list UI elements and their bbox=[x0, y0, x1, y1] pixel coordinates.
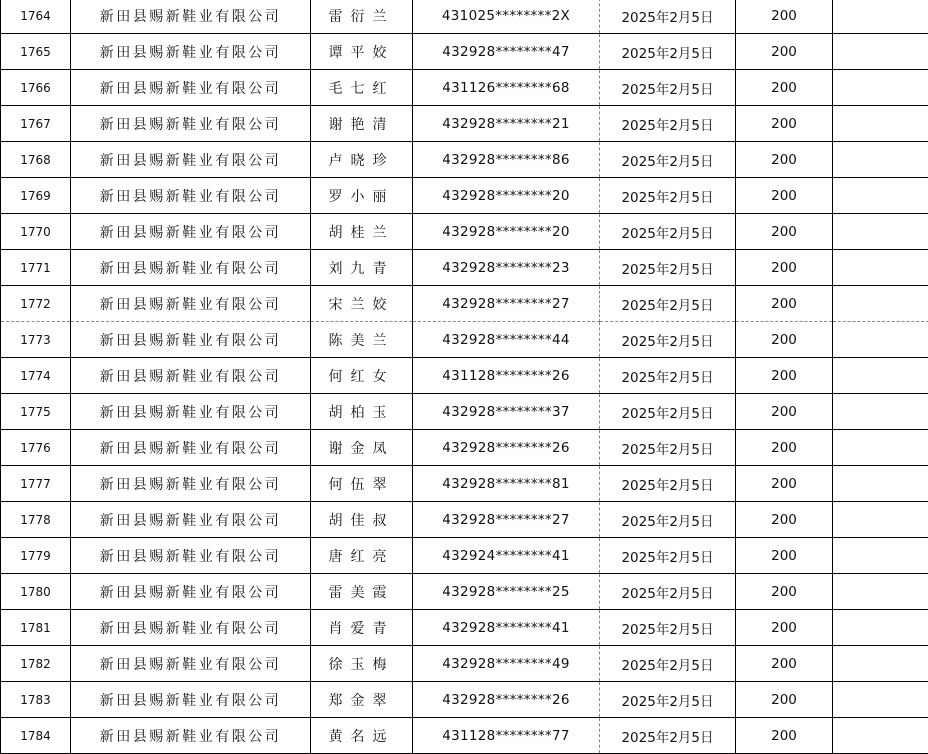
amount-cell[interactable]: 200 bbox=[736, 106, 833, 142]
amount-cell[interactable]: 200 bbox=[736, 610, 833, 646]
table-row bbox=[1, 70, 928, 106]
date-cell[interactable]: 2025年2月5日 bbox=[600, 0, 736, 34]
row-number-cell[interactable]: 1777 bbox=[1, 466, 71, 502]
row-number-cell[interactable]: 1772 bbox=[1, 286, 71, 322]
row-number-cell[interactable]: 1771 bbox=[1, 250, 71, 286]
company-cell[interactable]: 新田县赐新鞋业有限公司 bbox=[71, 358, 311, 394]
row-number-cell[interactable]: 1784 bbox=[1, 718, 71, 754]
date-cell[interactable]: 2025年2月5日 bbox=[600, 502, 736, 538]
amount-cell[interactable]: 200 bbox=[736, 502, 833, 538]
amount-cell[interactable]: 200 bbox=[736, 0, 833, 34]
name-cell[interactable]: 陈美兰 bbox=[311, 322, 413, 358]
id-number-cell[interactable]: 432928********44 bbox=[413, 322, 600, 358]
row-number-cell[interactable]: 1778 bbox=[1, 502, 71, 538]
empty-cell[interactable] bbox=[833, 322, 928, 358]
empty-cell[interactable] bbox=[833, 142, 928, 178]
empty-cell[interactable] bbox=[833, 358, 928, 394]
company-cell[interactable]: 新田县赐新鞋业有限公司 bbox=[71, 430, 311, 466]
company-cell[interactable]: 新田县赐新鞋业有限公司 bbox=[71, 178, 311, 214]
id-number-cell[interactable]: 432928********41 bbox=[413, 610, 600, 646]
company-cell[interactable]: 新田县赐新鞋业有限公司 bbox=[71, 214, 311, 250]
empty-cell[interactable] bbox=[833, 610, 928, 646]
name-cell[interactable]: 谢金凤 bbox=[311, 430, 413, 466]
name-cell[interactable]: 谢艳清 bbox=[311, 106, 413, 142]
row-number-cell[interactable]: 1765 bbox=[1, 34, 71, 70]
amount-cell[interactable]: 200 bbox=[736, 178, 833, 214]
empty-cell[interactable] bbox=[833, 70, 928, 106]
row-number-cell[interactable]: 1780 bbox=[1, 574, 71, 610]
name-cell[interactable]: 雷美霞 bbox=[311, 574, 413, 610]
name-cell[interactable]: 谭平姣 bbox=[311, 34, 413, 70]
row-number-cell[interactable]: 1768 bbox=[1, 142, 71, 178]
company-cell[interactable]: 新田县赐新鞋业有限公司 bbox=[71, 34, 311, 70]
table-row bbox=[1, 358, 928, 394]
name-cell[interactable]: 唐红亮 bbox=[311, 538, 413, 574]
company-cell[interactable]: 新田县赐新鞋业有限公司 bbox=[71, 502, 311, 538]
date-cell[interactable]: 2025年2月5日 bbox=[600, 718, 736, 754]
row-number-cell[interactable]: 1767 bbox=[1, 106, 71, 142]
empty-cell[interactable] bbox=[833, 430, 928, 466]
empty-cell[interactable] bbox=[833, 466, 928, 502]
date-cell[interactable]: 2025年2月5日 bbox=[600, 70, 736, 106]
table-row bbox=[1, 34, 928, 70]
company-cell[interactable]: 新田县赐新鞋业有限公司 bbox=[71, 142, 311, 178]
date-cell[interactable]: 2025年2月5日 bbox=[600, 214, 736, 250]
amount-cell[interactable]: 200 bbox=[736, 214, 833, 250]
id-number-cell[interactable]: 432928********26 bbox=[413, 682, 600, 718]
date-cell[interactable]: 2025年2月5日 bbox=[600, 106, 736, 142]
table-row bbox=[1, 322, 928, 358]
date-cell[interactable]: 2025年2月5日 bbox=[600, 286, 736, 322]
company-cell[interactable]: 新田县赐新鞋业有限公司 bbox=[71, 466, 311, 502]
row-number-cell[interactable]: 1769 bbox=[1, 178, 71, 214]
date-cell[interactable]: 2025年2月5日 bbox=[600, 430, 736, 466]
id-number-cell[interactable]: 431126********68 bbox=[413, 70, 600, 106]
table-row bbox=[1, 394, 928, 430]
id-number-cell[interactable]: 431128********26 bbox=[413, 358, 600, 394]
row-number-cell[interactable]: 1766 bbox=[1, 70, 71, 106]
date-cell[interactable]: 2025年2月5日 bbox=[600, 466, 736, 502]
empty-cell[interactable] bbox=[833, 178, 928, 214]
date-cell[interactable]: 2025年2月5日 bbox=[600, 646, 736, 682]
company-cell[interactable]: 新田县赐新鞋业有限公司 bbox=[71, 646, 311, 682]
amount-cell[interactable]: 200 bbox=[736, 142, 833, 178]
name-cell[interactable]: 宋兰姣 bbox=[311, 286, 413, 322]
empty-cell[interactable] bbox=[833, 646, 928, 682]
company-cell[interactable]: 新田县赐新鞋业有限公司 bbox=[71, 106, 311, 142]
company-cell[interactable]: 新田县赐新鞋业有限公司 bbox=[71, 574, 311, 610]
table-row bbox=[1, 502, 928, 538]
empty-cell[interactable] bbox=[833, 502, 928, 538]
company-cell[interactable]: 新田县赐新鞋业有限公司 bbox=[71, 0, 311, 34]
id-number-cell[interactable]: 432928********25 bbox=[413, 574, 600, 610]
amount-cell[interactable]: 200 bbox=[736, 250, 833, 286]
name-cell[interactable]: 卢晓珍 bbox=[311, 142, 413, 178]
id-number-cell[interactable]: 432928********49 bbox=[413, 646, 600, 682]
table-row bbox=[1, 466, 928, 502]
name-cell[interactable]: 肖爱青 bbox=[311, 610, 413, 646]
id-number-cell[interactable]: 432928********23 bbox=[413, 250, 600, 286]
table-row bbox=[1, 286, 928, 322]
id-number-cell[interactable]: 432928********81 bbox=[413, 466, 600, 502]
empty-cell[interactable] bbox=[833, 394, 928, 430]
date-cell[interactable]: 2025年2月5日 bbox=[600, 538, 736, 574]
table-row bbox=[1, 718, 928, 754]
empty-cell[interactable] bbox=[833, 214, 928, 250]
empty-cell[interactable] bbox=[833, 34, 928, 70]
row-number-cell[interactable]: 1776 bbox=[1, 430, 71, 466]
date-cell[interactable]: 2025年2月5日 bbox=[600, 322, 736, 358]
amount-cell[interactable]: 200 bbox=[736, 322, 833, 358]
table-row bbox=[1, 250, 928, 286]
company-cell[interactable]: 新田县赐新鞋业有限公司 bbox=[71, 286, 311, 322]
date-cell[interactable]: 2025年2月5日 bbox=[600, 610, 736, 646]
row-number-cell[interactable]: 1775 bbox=[1, 394, 71, 430]
date-cell[interactable]: 2025年2月5日 bbox=[600, 574, 736, 610]
id-number-cell[interactable]: 432928********20 bbox=[413, 178, 600, 214]
id-number-cell[interactable]: 432928********37 bbox=[413, 394, 600, 430]
amount-cell[interactable]: 200 bbox=[736, 718, 833, 754]
empty-cell[interactable] bbox=[833, 718, 928, 754]
date-cell[interactable]: 2025年2月5日 bbox=[600, 34, 736, 70]
name-cell[interactable]: 胡桂兰 bbox=[311, 214, 413, 250]
id-number-cell[interactable]: 432928********26 bbox=[413, 430, 600, 466]
table-row bbox=[1, 178, 928, 214]
amount-cell[interactable]: 200 bbox=[736, 394, 833, 430]
id-number-cell[interactable]: 432928********20 bbox=[413, 214, 600, 250]
date-cell[interactable]: 2025年2月5日 bbox=[600, 142, 736, 178]
name-cell[interactable]: 雷衍兰 bbox=[311, 0, 413, 34]
company-cell[interactable]: 新田县赐新鞋业有限公司 bbox=[71, 682, 311, 718]
name-cell[interactable]: 何伍翠 bbox=[311, 466, 413, 502]
row-number-cell[interactable]: 1783 bbox=[1, 682, 71, 718]
date-cell[interactable]: 2025年2月5日 bbox=[600, 178, 736, 214]
table-row bbox=[1, 106, 928, 142]
table-row bbox=[1, 610, 928, 646]
company-cell[interactable]: 新田县赐新鞋业有限公司 bbox=[71, 538, 311, 574]
company-cell[interactable]: 新田县赐新鞋业有限公司 bbox=[71, 394, 311, 430]
amount-cell[interactable]: 200 bbox=[736, 286, 833, 322]
company-cell[interactable]: 新田县赐新鞋业有限公司 bbox=[71, 70, 311, 106]
empty-cell[interactable] bbox=[833, 250, 928, 286]
table-row bbox=[1, 646, 928, 682]
amount-cell[interactable]: 200 bbox=[736, 574, 833, 610]
company-cell[interactable]: 新田县赐新鞋业有限公司 bbox=[71, 610, 311, 646]
row-number-cell[interactable]: 1770 bbox=[1, 214, 71, 250]
name-cell[interactable]: 罗小丽 bbox=[311, 178, 413, 214]
row-number-cell[interactable]: 1774 bbox=[1, 358, 71, 394]
id-number-cell[interactable]: 431128********77 bbox=[413, 718, 600, 754]
amount-cell[interactable]: 200 bbox=[736, 538, 833, 574]
amount-cell[interactable]: 200 bbox=[736, 682, 833, 718]
date-cell[interactable]: 2025年2月5日 bbox=[600, 250, 736, 286]
name-cell[interactable]: 刘九青 bbox=[311, 250, 413, 286]
amount-cell[interactable]: 200 bbox=[736, 70, 833, 106]
row-number-cell[interactable]: 1764 bbox=[1, 0, 71, 34]
row-number-cell[interactable]: 1781 bbox=[1, 610, 71, 646]
name-cell[interactable]: 徐玉梅 bbox=[311, 646, 413, 682]
date-cell[interactable]: 2025年2月5日 bbox=[600, 682, 736, 718]
empty-cell[interactable] bbox=[833, 538, 928, 574]
name-cell[interactable]: 胡柏玉 bbox=[311, 394, 413, 430]
table-row bbox=[1, 0, 928, 34]
amount-cell[interactable]: 200 bbox=[736, 466, 833, 502]
amount-cell[interactable]: 200 bbox=[736, 34, 833, 70]
name-cell[interactable]: 毛七红 bbox=[311, 70, 413, 106]
amount-cell[interactable]: 200 bbox=[736, 430, 833, 466]
company-cell[interactable]: 新田县赐新鞋业有限公司 bbox=[71, 718, 311, 754]
id-number-cell[interactable]: 432928********21 bbox=[413, 106, 600, 142]
id-number-cell[interactable]: 432924********41 bbox=[413, 538, 600, 574]
table-row bbox=[1, 430, 928, 466]
empty-cell[interactable] bbox=[833, 682, 928, 718]
row-number-cell[interactable]: 1782 bbox=[1, 646, 71, 682]
row-number-cell[interactable]: 1773 bbox=[1, 322, 71, 358]
id-number-cell[interactable]: 432928********47 bbox=[413, 34, 600, 70]
name-cell[interactable]: 黄名远 bbox=[311, 718, 413, 754]
row-number-cell[interactable]: 1779 bbox=[1, 538, 71, 574]
name-cell[interactable]: 何红女 bbox=[311, 358, 413, 394]
table-row bbox=[1, 142, 928, 178]
empty-cell[interactable] bbox=[833, 106, 928, 142]
table-row bbox=[1, 538, 928, 574]
name-cell[interactable]: 胡佳叔 bbox=[311, 502, 413, 538]
company-cell[interactable]: 新田县赐新鞋业有限公司 bbox=[71, 250, 311, 286]
table-row bbox=[1, 214, 928, 250]
id-number-cell[interactable]: 432928********27 bbox=[413, 502, 600, 538]
table-row bbox=[1, 574, 928, 610]
name-cell[interactable]: 郑金翠 bbox=[311, 682, 413, 718]
id-number-cell[interactable]: 432928********86 bbox=[413, 142, 600, 178]
table-row bbox=[1, 682, 928, 718]
amount-cell[interactable]: 200 bbox=[736, 358, 833, 394]
id-number-cell[interactable]: 432928********27 bbox=[413, 286, 600, 322]
date-cell[interactable]: 2025年2月5日 bbox=[600, 358, 736, 394]
amount-cell[interactable]: 200 bbox=[736, 646, 833, 682]
company-cell[interactable]: 新田县赐新鞋业有限公司 bbox=[71, 322, 311, 358]
date-cell[interactable]: 2025年2月5日 bbox=[600, 394, 736, 430]
id-number-cell[interactable]: 431025********2X bbox=[413, 0, 600, 34]
table-body bbox=[1, 0, 928, 754]
empty-cell[interactable] bbox=[833, 286, 928, 322]
empty-cell[interactable] bbox=[833, 574, 928, 610]
empty-cell[interactable] bbox=[833, 0, 928, 34]
